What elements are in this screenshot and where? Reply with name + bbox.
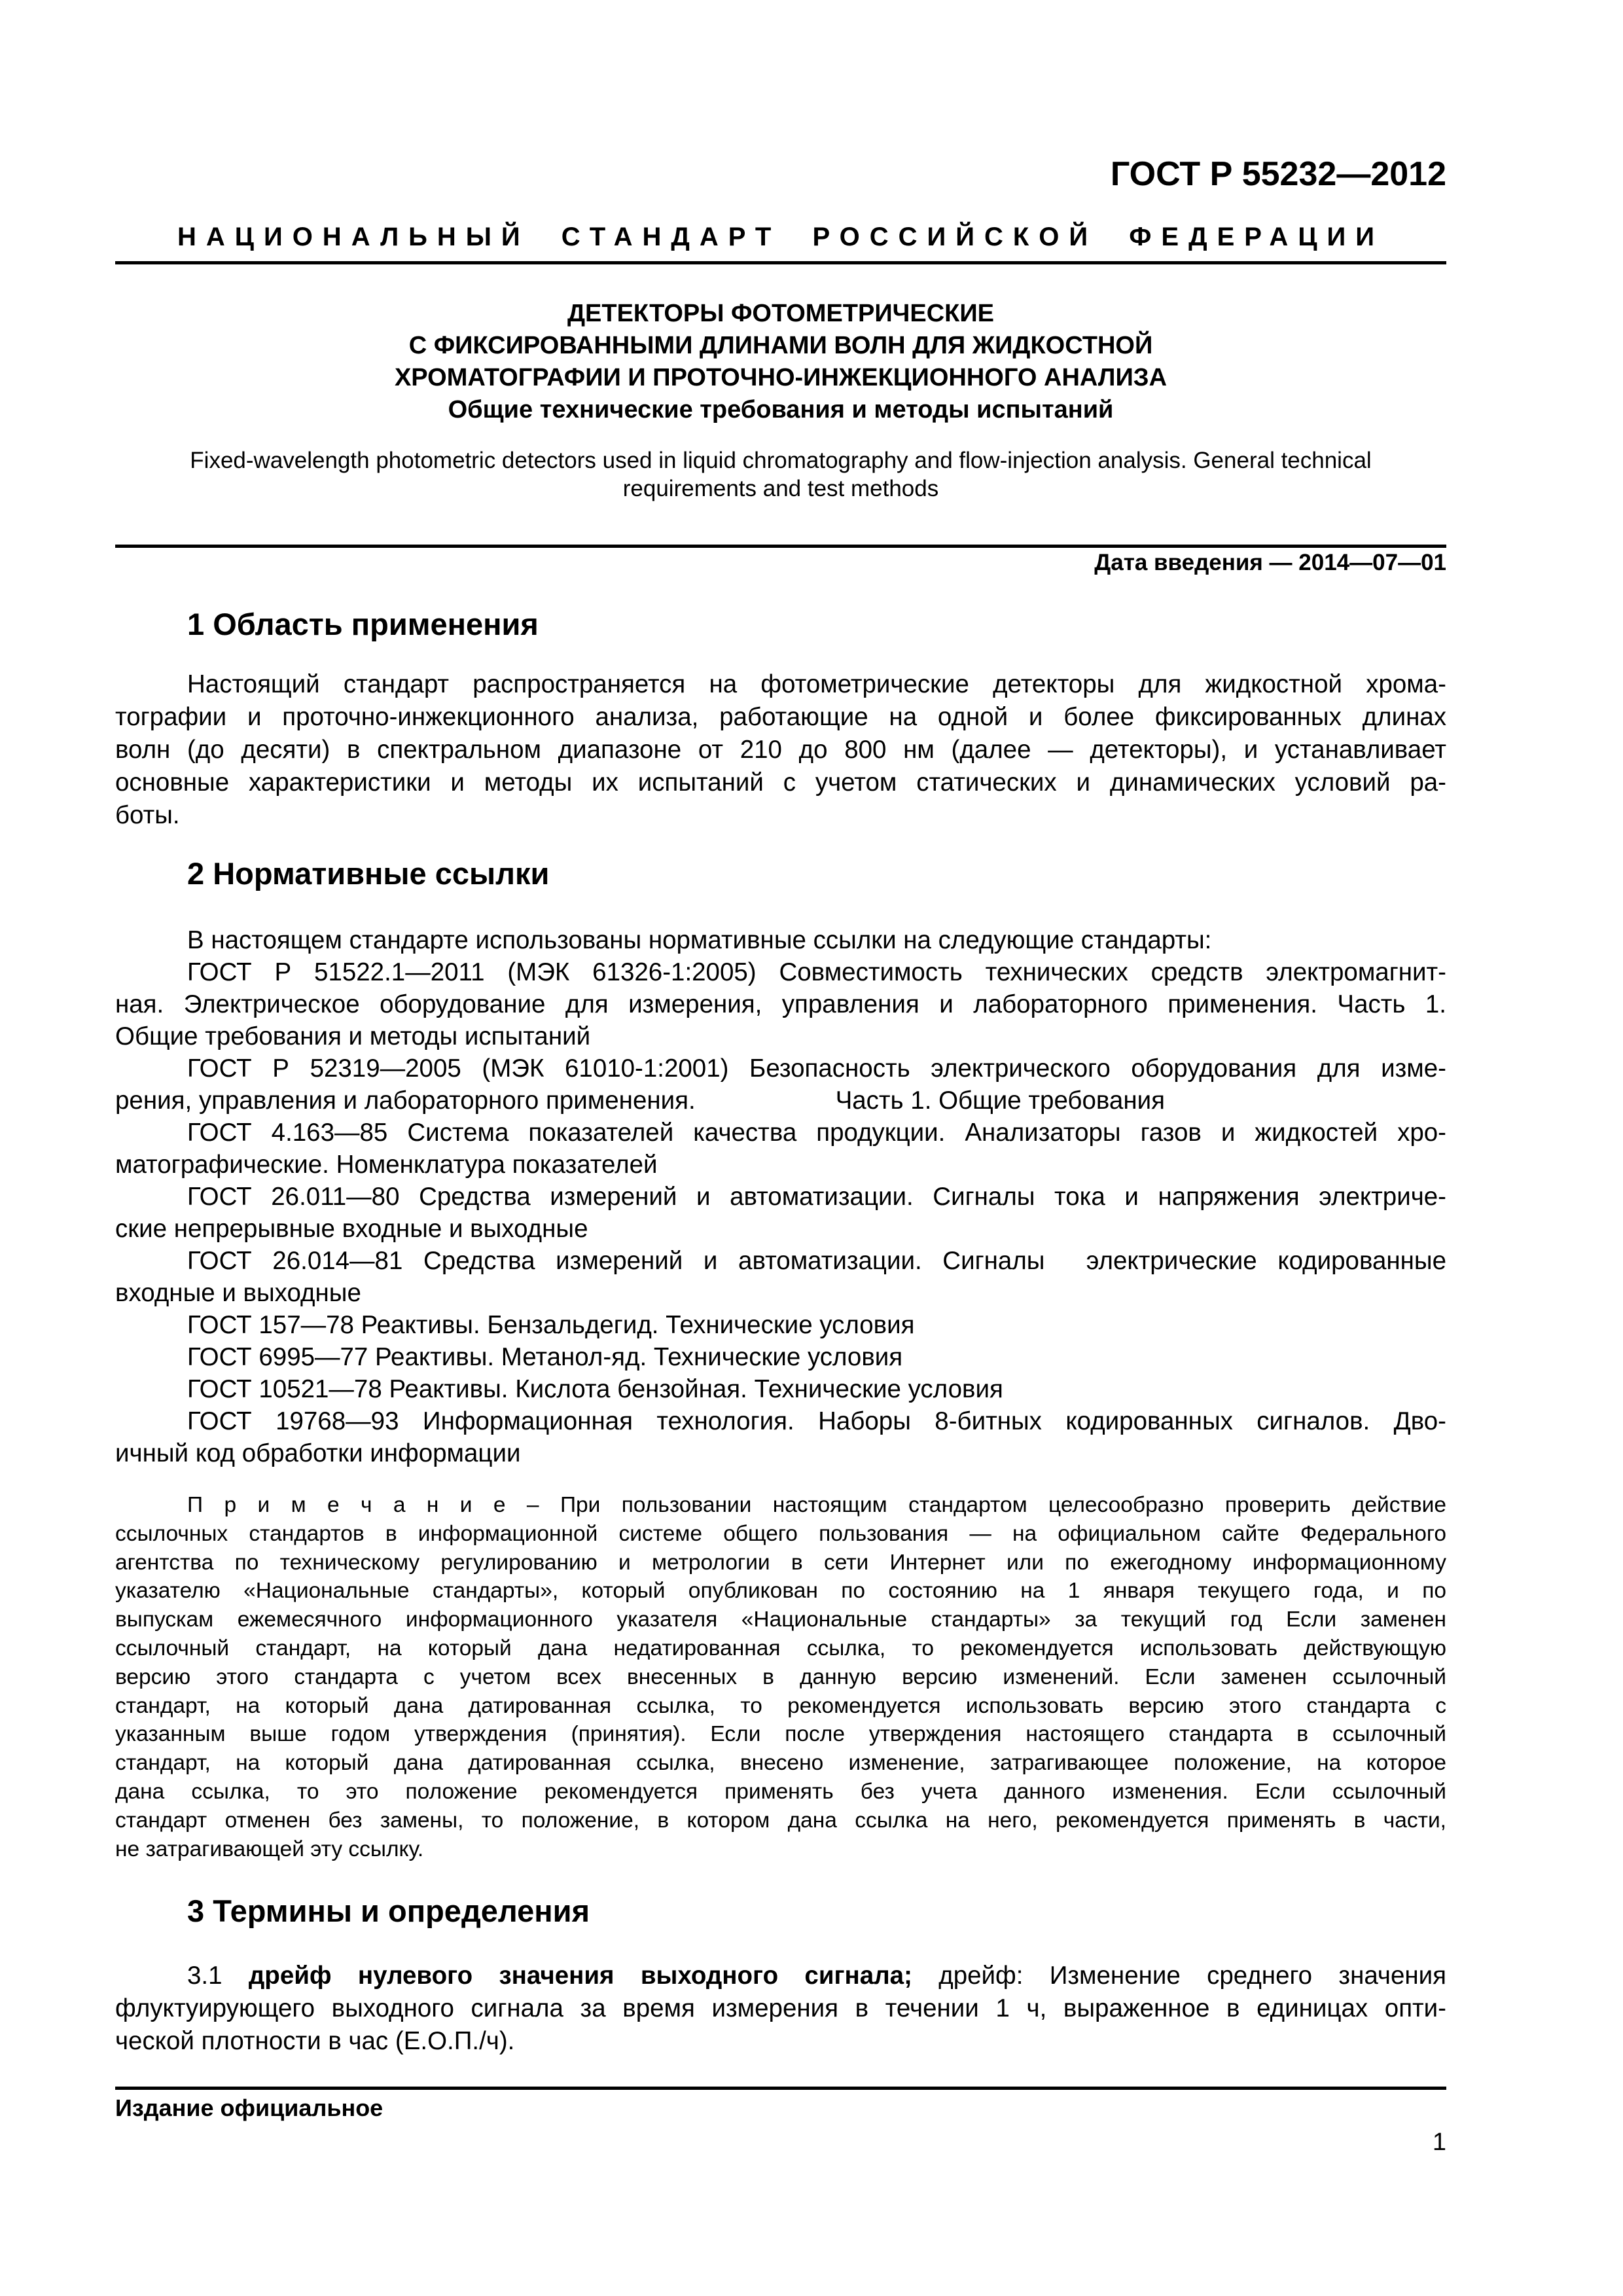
text-line: выпускам ежемесячного информационного указателя «Национальные стандарты» за текущий год Если заменен: [115, 1607, 1446, 1632]
text-line: тографии и проточно-инжекционного анализа, работающие на одной и более фиксированных длинах: [115, 703, 1446, 731]
term-definition: [115, 1992, 1446, 2058]
text-line: ГОСТ 10521—78 Реактивы. Кислота бензойная. Технические условия: [187, 1375, 1003, 1403]
text-line: ГОСТ Р 51522.1—2011 (МЭК 61326-1:2005) Совместимость технических средств электромагнит-: [187, 958, 1446, 986]
text-line: ГОСТ 157—78 Реактивы. Бензальдегид. Технические условия: [187, 1311, 915, 1339]
text-line: боты.: [115, 801, 180, 829]
text-line: ские непрерывные входные и выходные: [115, 1215, 588, 1243]
section-1-heading: 1 Область применения: [187, 607, 539, 641]
term-line: [115, 1960, 1446, 1992]
document-number: ГОСТ Р 55232—2012: [1110, 155, 1446, 193]
text-line: ная. Электрическое оборудование для измерения, управления и лабораторного применения. Часть 1.: [115, 990, 1446, 1018]
text-line: ичный код обработки информации: [115, 1439, 521, 1467]
title-line: С ФИКСИРОВАННЫМИ ДЛИНАМИ ВОЛН ДЛЯ ЖИДКОСТНОЙ: [408, 332, 1153, 359]
term-name: дрейф нулевого значения выходного сигнала;: [248, 1962, 912, 1990]
english-title-line: Fixed-wavelength photometric detectors used in liquid chromatography and flow-injection analysis. General technical: [190, 448, 1372, 473]
text-line: дана ссылка, то это положение рекомендуется применять без учета данного изменения. Если ссылочный: [115, 1779, 1446, 1804]
text-line: не затрагивающей эту ссылку.: [115, 1837, 424, 1861]
text-line: ГОСТ 26.011—80 Средства измерений и автоматизации. Сигналы тока и напряжения электриче-: [187, 1183, 1446, 1211]
section-1-body: [115, 668, 1446, 832]
edition-label: Издание официальное: [115, 2094, 383, 2121]
text-line: П р и м е ч а н и е – При пользовании настоящим стандартом целесообразно проверить действие: [187, 1493, 1446, 1517]
text-line: входные и выходные: [115, 1279, 361, 1307]
header-divider: [115, 261, 1446, 264]
title-divider: [115, 545, 1446, 548]
footer-divider: [115, 2087, 1446, 2090]
text-line: флуктуирующего выходного сигнала за время измерения в течении 1 ч, выраженное в единицах опти-: [115, 1994, 1446, 2022]
text-line: волн (до десяти) в спектральном диапазоне от 210 до 800 нм (далее — детекторы), и устанавливает: [115, 736, 1446, 764]
text-line: ГОСТ 19768—93 Информационная технология. Наборы 8-битных кодированных сигналов. Дво-: [187, 1407, 1446, 1435]
text-line: агентства по техническому регулированию и метрологии в сети Интернет или по ежегодному информационному: [115, 1550, 1446, 1575]
note-paragraph: [115, 1491, 1446, 1863]
term-number: 3.1: [187, 1962, 249, 1990]
text-line: рения, управления и лабораторного применения. Часть 1. Общие требования: [115, 1086, 1165, 1115]
national-standard-heading: НАЦИОНАЛЬНЫЙ СТАНДАРТ РОССИЙСКОЙ ФЕДЕРАЦИИ: [177, 223, 1385, 251]
effective-date: Дата введения — 2014—07—01: [1094, 550, 1446, 575]
text-line: стандарт отменен без замены, то положение, в котором дана ссылка на него, рекомендуется применять в части,: [115, 1808, 1446, 1833]
text-line: ГОСТ 26.014—81 Средства измерений и автоматизации. Сигналы электрические кодированные: [187, 1247, 1446, 1275]
term-definition-start: дрейф: Изменение среднего значения: [912, 1962, 1446, 1990]
section-3-heading: 3 Термины и определения: [187, 1893, 590, 1928]
document-title: [115, 298, 1446, 426]
text-line: указателю «Национальные стандарты», который опубликован по состоянию на 1 января текущего года, и по: [115, 1579, 1446, 1604]
title-line: ДЕТЕКТОРЫ ФОТОМЕТРИЧЕСКИЕ: [567, 300, 995, 327]
normative-references-list: [115, 924, 1446, 1469]
text-line: В настоящем стандарте использованы нормативные ссылки на следующие стандарты:: [187, 926, 1212, 954]
text-line: стандарт, на который дана датированная ссылка, внесено изменение, затрагивающее положение, на которое: [115, 1751, 1446, 1776]
text-line: ссылочный стандарт, на который дана недатированная ссылка, то рекомендуется использовать действующую: [115, 1636, 1446, 1660]
text-line: ГОСТ 6995—77 Реактивы. Метанол-яд. Технические условия: [187, 1343, 903, 1371]
title-subtitle: Общие технические требования и методы испытаний: [448, 396, 1114, 423]
text-line: Настоящий стандарт распространяется на фотометрические детекторы для жидкостной хрома-: [187, 670, 1446, 698]
english-title: [115, 446, 1446, 503]
section-2-heading: 2 Нормативные ссылки: [187, 856, 550, 891]
text-line: матографические. Номенклатура показателей: [115, 1151, 658, 1179]
page-number: 1: [1432, 2128, 1446, 2156]
text-line: ГОСТ Р 52319—2005 (МЭК 61010-1:2001) Безопасность электрического оборудования для изме-: [187, 1054, 1446, 1083]
text-line: стандарт, на который дана датированная ссылка, то рекомендуется использовать версию этого стандарта с: [115, 1693, 1446, 1718]
title-line: ХРОМАТОГРАФИИ И ПРОТОЧНО-ИНЖЕКЦИОННОГО АНАЛИЗА: [394, 364, 1168, 391]
text-line: указанным выше годом утверждения (принятия). Если после утверждения настоящего стандарта в ссылочный: [115, 1722, 1446, 1747]
text-line: ГОСТ 4.163—85 Система показателей качества продукции. Анализаторы газов и жидкостей хро-: [187, 1119, 1446, 1147]
text-line: версию этого стандарта с учетом всех внесенных в данную версию изменений. Если заменен ссылочный: [115, 1664, 1446, 1689]
section-3-body: [115, 1960, 1446, 2058]
text-line: Общие требования и методы испытаний: [115, 1022, 591, 1050]
text-line: основные характеристики и методы их испытаний с учетом статических и динамических условий ра-: [115, 768, 1446, 797]
english-title-line: requirements and test methods: [622, 476, 939, 501]
text-line: ческой плотности в час (Е.О.П./ч).: [115, 2027, 515, 2055]
text-line: ссылочных стандартов в информационной системе общего пользования — на официальном сайте Федерального: [115, 1521, 1446, 1546]
